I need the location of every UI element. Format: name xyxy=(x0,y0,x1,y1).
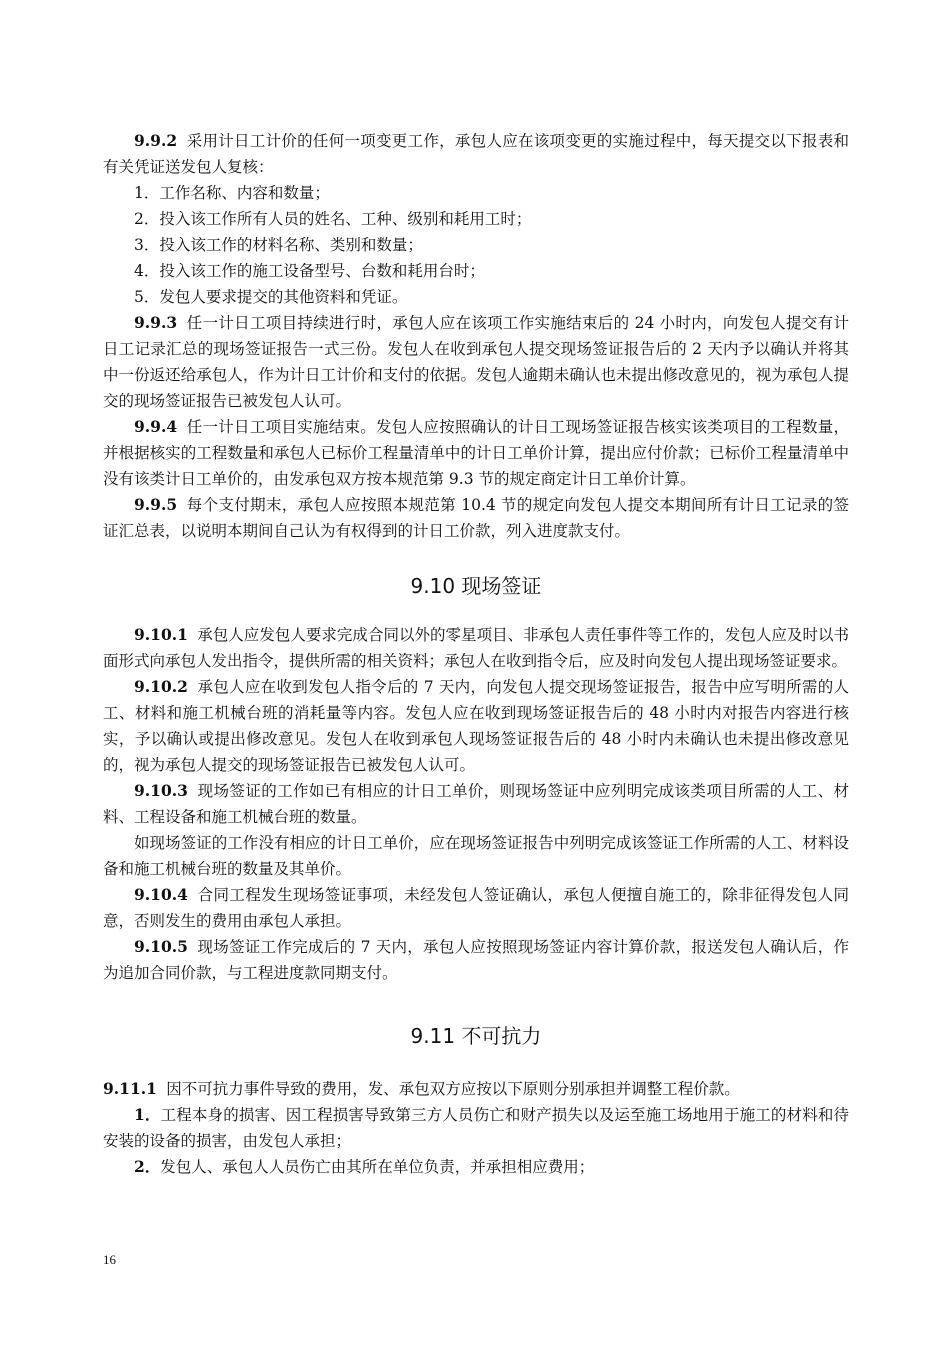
section-heading-9-10: 9.10 现场签证 xyxy=(410,574,542,598)
clause-number: 9.10.3 xyxy=(134,781,188,800)
clause-9-11-1 xyxy=(103,1076,849,1102)
clause-9-9-3 xyxy=(103,310,849,414)
clause-number: 9.9.5 xyxy=(134,495,178,514)
document-page xyxy=(103,128,849,1180)
clause-9-10-1 xyxy=(103,622,849,674)
clause-text: 合同工程发生现场签证事项，未经发包人签证确认，承包人便擅自施工的，除非征得发包人同意，否则发生的费用由承包人承担。 xyxy=(103,886,849,930)
clause-number: 9.9.4 xyxy=(134,417,178,436)
clause-9-10-3 xyxy=(103,778,849,830)
clause-9-9-4 xyxy=(103,414,849,492)
clause-text: 现场签证工作完成后的 7 天内，承包人应按照现场签证内容计算价款，报送发包人确认后，作为追加合同价款，与工程进度款同期支付。 xyxy=(103,938,849,982)
clause-9-9-2 xyxy=(103,128,849,180)
clause-text: 任一计日工项目实施结束。发包人应按照确认的计日工现场签证报告核实该类项目的工程数量，并根据核实的工程数量和承包人已标价工程量清单中的计日工单价计算，提出应付价款；已标价工程量清单中没有该类计日工单价的，由发承包双方按本规范第 9.3 节的规定商定计日工单价计算。 xyxy=(103,418,849,488)
list-item-text: 发包人、承包人人员伤亡由其所在单位负责，并承担相应费用； xyxy=(160,1158,595,1176)
list-item-number: 1． xyxy=(134,1105,161,1124)
clause-text: 因不可抗力事件导致的费用，发、承包双方应按以下原则分别承担并调整工程价款。 xyxy=(166,1080,740,1098)
clause-text: 每个支付期末，承包人应按照本规范第 10.4 节的规定向发包人提交本期间所有计日工记录的签证汇总表，以说明本期间自己认为有权得到的计日工价款，列入进度款支付。 xyxy=(103,496,849,540)
list-item: 1．工作名称、内容和数量； xyxy=(134,184,330,202)
section-heading-9-11: 9.11 不可抗力 xyxy=(410,1024,542,1048)
clause-9-10-2 xyxy=(103,674,849,778)
list-item: 3．投入该工作的材料名称、类别和数量； xyxy=(134,236,423,254)
list-item-text: 工程本身的损害、因工程损害导致第三方人员伤亡和财产损失以及运至施工场地用于施工的材料和待安装的设备的损害，由发包人承担； xyxy=(103,1106,849,1150)
clause-text: 承包人应发包人要求完成合同以外的零星项目、非承包人责任事件等工作的，发包人应及时以书面形式向承包人发出指令，提供所需的相关资料；承包人在收到指令后，应及时向发包人提出现场签证要求。 xyxy=(103,626,849,670)
clause-text: 现场签证的工作如已有相应的计日工单价，则现场签证中应列明完成该类项目所需的人工、材料、工程设备和施工机械台班的数量。 xyxy=(103,782,849,826)
list-item: 5．发包人要求提交的其他资料和凭证。 xyxy=(134,288,408,306)
list-item xyxy=(103,1154,849,1180)
list-item: 2．投入该工作所有人员的姓名、工种、级别和耗用工时； xyxy=(134,210,532,228)
clause-number: 9.11.1 xyxy=(103,1079,157,1098)
clause-number: 9.10.1 xyxy=(134,625,188,644)
clause-text: 承包人应在收到发包人指令后的 7 天内，向发包人提交现场签证报告，报告中应写明所需的人工、材料和施工机械台班的消耗量等内容。发包人应在收到现场签证报告后的 48 小时内对报告内容进行核实，予以确认或提出修改意见。发包人在收到承包人现场签证报告后的 48 小时内未确认也未提出修改意见的，视为承包人提交的现场签证报告已被发包人认可。 xyxy=(103,678,849,774)
clause-number: 9.10.5 xyxy=(134,937,188,956)
clause-9-9-5 xyxy=(103,492,849,544)
list-item-number: 2． xyxy=(134,1157,161,1176)
clause-9-10-3-continued: 如现场签证的工作没有相应的计日工单价，应在现场签证报告中列明完成该签证工作所需的人工、材料设备和施工机械台班的数量及其单价。 xyxy=(103,834,849,878)
list-item xyxy=(103,1102,849,1154)
clause-text: 采用计日工计价的任何一项变更工作，承包人应在该项变更的实施过程中，每天提交以下报表和有关凭证送发包人复核： xyxy=(103,132,849,176)
list-item: 4．投入该工作的施工设备型号、台数和耗用台时； xyxy=(134,262,485,280)
clause-number: 9.10.2 xyxy=(134,677,188,696)
clause-9-10-5 xyxy=(103,934,849,986)
clause-9-10-4 xyxy=(103,882,849,934)
clause-text: 任一计日工项目持续进行时，承包人应在该项工作实施结束后的 24 小时内，向发包人提交有计日工记录汇总的现场签证报告一式三份。发包人在收到承包人提交现场签证报告后的 2 天内予以确认并将其中一份返还给承包人，作为计日工计价和支付的依据。发包人逾期未确认也未提出修改意见的，视为承包人提交的现场签证报告已被发包人认可。 xyxy=(103,314,849,410)
clause-number: 9.10.4 xyxy=(134,885,188,904)
clause-number: 9.9.3 xyxy=(134,313,178,332)
clause-number: 9.9.2 xyxy=(134,131,178,150)
page-number: 16 xyxy=(103,1252,116,1267)
